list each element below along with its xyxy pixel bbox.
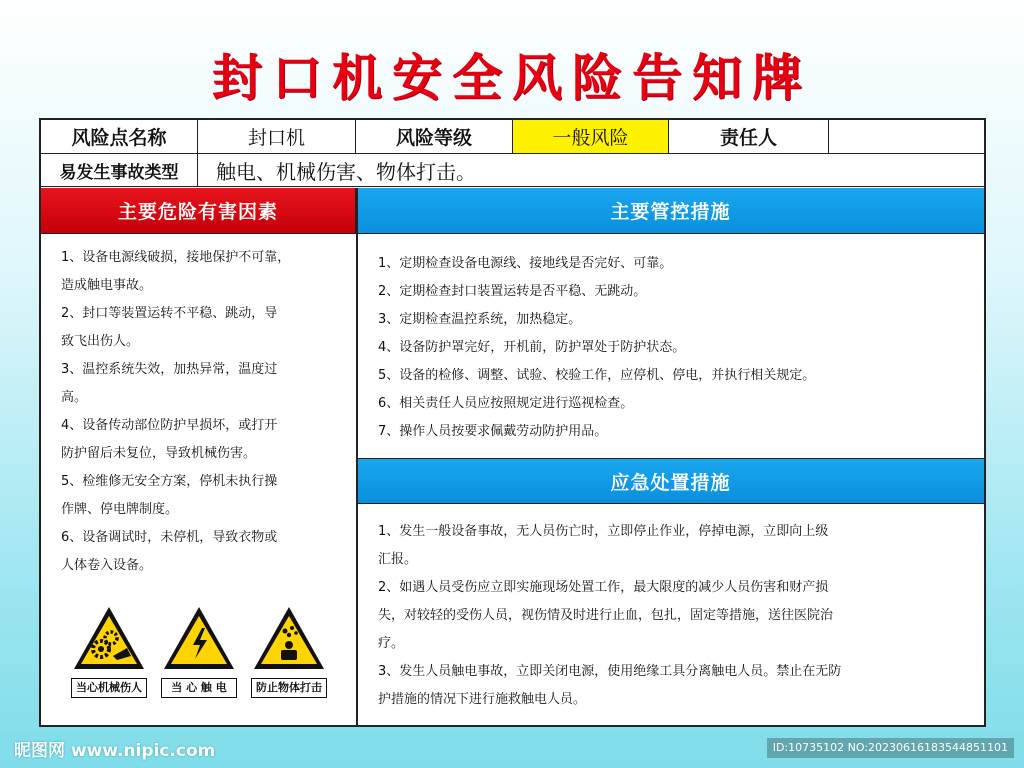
warning-sign [251,604,327,698]
hazard-line: 1、设备电源线破损，接地保护不可靠， [61,250,291,265]
warning-sign [161,604,237,698]
watermark-right: ID:10735102 NO:20230616183544851101 [767,738,1014,758]
accident-type-label: 易发生事故类型 [41,154,198,186]
emergency-line: 失，对较轻的受伤人员，视伤情及时进行止血，包扎，固定等措施，送往医院治 [378,608,834,623]
warning-sign [71,604,147,698]
hazards-header: 主要危险有害因素 [41,188,356,234]
hazard-line: 致飞出伤人。 [61,334,140,349]
owner-value [829,120,984,153]
info-row-2 [41,154,984,187]
emergency-line: 疗。 [378,636,405,651]
control-line: 7、操作人员按要求佩戴劳动防护用品。 [378,424,608,439]
emergency-line: 护措施的情况下进行施救触电人员。 [378,692,587,707]
control-line: 4、设备防护罩完好，开机前，防护罩处于防护状态。 [378,340,686,355]
controls-list [378,250,968,446]
watermark-left: 昵图网 www.nipic.com [14,741,216,761]
risk-board [39,118,986,727]
emergency-header: 应急处置措施 [357,458,984,504]
control-line: 5、设备的检修、调整、试验、校验工作，应停机、停电，并执行相关规定。 [378,368,816,383]
emergency-line: 3、发生人员触电事故，立即关闭电源，使用绝缘工具分离触电人员。禁止在无防 [378,664,842,679]
hazards-list [61,244,346,580]
hazard-line: 6、设备调试时，未停机，导致衣物或 [61,530,278,545]
hazard-line: 造成触电事故。 [61,278,153,293]
sign-label: 防止物体打击 [251,678,327,698]
accident-type-value: 触电、机械伤害、物体打击。 [216,159,476,184]
hazard-line: 2、封口等装置运转不平稳、跳动，导 [61,306,278,321]
falling-object-warning-icon [251,604,327,672]
owner-label: 责任人 [669,120,829,153]
control-line: 6、相关责任人员应按照规定进行巡视检查。 [378,396,634,411]
gear-hand-warning-icon [71,604,147,672]
risk-point-label: 风险点名称 [41,120,198,153]
electric-shock-warning-icon [161,604,237,672]
control-line: 3、定期检查温控系统，加热稳定。 [378,312,582,327]
hazard-line: 4、设备传动部位防护早损坏，或打开 [61,418,278,433]
sign-label: 当 心 触 电 [161,678,237,698]
emergency-list [378,518,968,714]
emergency-line: 汇报。 [378,552,418,567]
hazard-line: 防护留后未复位，导致机械伤害。 [61,446,257,461]
column-divider [356,188,358,727]
hazard-line: 5、检维修无安全方案，停机未执行操 [61,474,278,489]
control-line: 2、定期检查封口装置运转是否平稳、无跳动。 [378,284,647,299]
controls-header: 主要管控措施 [357,188,984,234]
page-title: 封口机安全风险告知牌 [212,49,812,107]
sign-label: 当心机械伤人 [71,678,147,698]
emergency-line: 2、如遇人员受伤应立即实施现场处置工作，最大限度的减少人员伤害和财产损 [378,580,829,595]
risk-level-label: 风险等级 [356,120,513,153]
hazard-line: 高。 [61,390,88,405]
risk-level-value: 一般风险 [513,120,669,153]
control-line: 1、定期检查设备电源线、接地线是否完好、可靠。 [378,256,673,271]
warning-signs [71,604,331,714]
hazard-line: 作牌、停电牌制度。 [61,502,179,517]
hazard-line: 3、温控系统失效，加热异常，温度过 [61,362,278,377]
emergency-line: 1、发生一般设备事故，无人员伤亡时，立即停止作业，停掉电源，立即向上级 [378,524,829,539]
hazard-line: 人体卷入设备。 [61,558,153,573]
info-row-1 [41,120,984,154]
risk-point-value: 封口机 [198,120,356,153]
